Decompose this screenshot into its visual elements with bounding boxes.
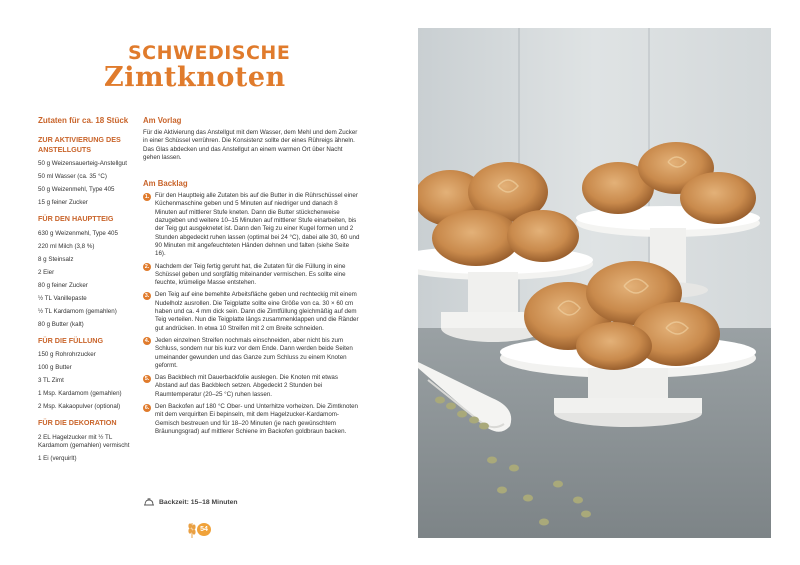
- step: [143, 192, 361, 258]
- step: [143, 291, 361, 332]
- step-number: 4.: [144, 338, 150, 345]
- ingredient-item: 50 g Weizenmehl, Type 405: [38, 186, 115, 193]
- page-number-badge: [186, 519, 212, 539]
- step-text: Für den Hauptteig alle Zutaten bis auf die Butter in die Rührschüssel einer Küchenmaschine geben und 5 Minuten auf niedriger und danach 8 Minuten auf mittlerer Stufe kneten. Dann die Butter stückchenweise dazugeben und weitere 10–15 Minuten auf mittlerer Stufe einarbeiten, bis der Teig gut ausgeknetet ist. Dann den Teig zu einer Kugel formen und 2 Stunden abgedeckt ruhen lassen (optimal bei 24 °C), dabei alle 30, 60 und 90 Minuten mit angefeuchteten Händen dehnen und falten (siehe Seite 16).: [155, 192, 360, 258]
- step: [143, 263, 361, 288]
- ingredient-item: 3 TL Zimt: [38, 377, 64, 384]
- bake-time-text: Backzeit: 15–18 Minuten: [159, 498, 238, 506]
- step-list: [143, 192, 361, 436]
- photo-illustration: [418, 28, 771, 538]
- ingredient-item: 2 Eier: [38, 268, 55, 276]
- step-number: 5.: [144, 375, 150, 382]
- ingredient-item: 100 g Butter: [38, 364, 72, 371]
- ingredient-group: [38, 418, 136, 463]
- step-text: Nachdem der Teig fertig geruht hat, die Zutaten für die Füllung in eine Schüssel geben und sorgfältig miteinander vermischen. Es sollte eine feuchte, krümelige Masse entstehen.: [155, 262, 346, 287]
- ingredient-item: 1 Ei (verquirlt): [38, 454, 77, 462]
- step-number: 2.: [144, 264, 150, 271]
- vorlag-heading: Am Vorlag: [143, 116, 182, 125]
- step-text: Das Backblech mit Dauerbackfolie auslegen. Die Knoten mit etwas Abstand auf das Backblech setzen. Abgedeckt 2 Stunden bei Raumtemperatur (20–25 °C) ruhen lassen.: [155, 374, 338, 398]
- page-number: 54: [197, 523, 211, 536]
- ingredients-sidebar: [38, 116, 136, 470]
- ingredient-item: 220 ml Milch (3,8 %): [38, 242, 95, 250]
- yield-heading: Zutaten für ca. 18 Stück: [38, 116, 129, 125]
- ingredient-group: [38, 214, 136, 329]
- ingredient-group-heading: FÜR DIE FÜLLUNG: [38, 335, 104, 345]
- ingredient-item: 15 g feiner Zucker: [38, 199, 88, 206]
- ingredient-item: 630 g Weizenmehl, Type 405: [38, 229, 118, 237]
- ingredient-item: 50 ml Wasser (ca. 35 °C): [38, 173, 107, 180]
- ingredient-item: ½ TL Kardamom (gemahlen): [38, 307, 117, 315]
- step: [143, 337, 361, 370]
- ingredient-group-heading: ZUR AKTIVIERUNG DES ANSTELLGUTS: [38, 135, 121, 154]
- ingredient-group-heading: FÜR DEN HAUPTTEIG: [38, 214, 114, 223]
- right-page: [400, 0, 800, 565]
- step-number: 3.: [144, 292, 150, 299]
- oven-icon: [143, 498, 155, 506]
- ingredient-item: 2 Msp. Kakaopulver (optional): [38, 403, 121, 410]
- ingredient-item: 8 g Steinsalz: [38, 255, 74, 263]
- step-number: 6.: [144, 404, 150, 411]
- backtag-heading: Am Backlag: [143, 179, 188, 189]
- step-text: Den Backofen auf 180 °C Ober- und Unterhitze vorheizen. Die Zimtknoten mit dem verquirlten Ei bepinseln, mit dem Hagelzucker-Kardamom-Gemisch bestreuen und für 18–20 Minuten (je nach gewünschtem Bräunungsgrad) auf mittlerer Schiene im Backofen goldbraun backen.: [155, 403, 358, 435]
- vorlag-text: Für die Aktivierung das Anstellgut mit dem Wasser, dem Mehl und dem Zucker in einer Schüssel verrühren. Die Konsistenz sollte der eines Rühreigs ähneln. Das Glas abdecken und das Anstellgut an einem warmen Ort über Nacht gehen lassen.: [143, 129, 358, 161]
- ingredient-item: 2 EL Hagelzucker mit ½ TL Kardamom (gemahlen) vermischt: [38, 433, 130, 449]
- step: [143, 403, 361, 436]
- ingredient-group-heading: FÜR DIE DEKORATION: [38, 418, 117, 427]
- ingredient-item: 80 g feiner Zucker: [38, 281, 88, 289]
- ingredient-group: [38, 135, 136, 207]
- bake-time: [143, 498, 238, 506]
- step-text: Jeden einzelnen Streifen nochmals einschneiden, aber nicht bis zum Schluss, sondern nur bis kurz vor dem Ende. Dann werden beide Seiten umeinander gewunden und das Ganze zum Schluss zu einem Knoten geformt.: [155, 336, 353, 369]
- cinnamon-knots-photo: [418, 28, 771, 538]
- ingredient-group: [38, 336, 136, 412]
- ingredient-item: ½ TL Vanillepaste: [38, 294, 87, 302]
- title-line-2: Zimtknoten: [104, 62, 286, 93]
- ingredient-item: 80 g Butter (kalt): [38, 320, 84, 328]
- step-number: 1.: [144, 193, 150, 200]
- step: [143, 374, 361, 399]
- step-text: Den Teig auf eine bemehlte Arbeitsfläche geben und rechteckig mit einem Nudelholz ausrollen. Die Teigplatte sollte eine Größe von ca. 30 × 60 cm haben und ca. 4 mm dick sein. Dann die Zimtfüllung gleichmäßig auf dem Teig verteilen. Nun die Teigplatte längs zusammenklappen und die Ränder gut andrücken. In etwa 10 Streifen mit 2 cm Breite schneiden.: [155, 291, 359, 332]
- ingredient-item: 150 g Rohrohrzucker: [38, 351, 96, 358]
- ingredient-item: 1 Msp. Kardamom (gemahlen): [38, 390, 122, 397]
- title-line-1: SCHWEDISCHE: [128, 42, 291, 64]
- method-column: [143, 116, 361, 440]
- ingredient-item: 50 g Weizensauerteig-Anstellgut: [38, 160, 127, 167]
